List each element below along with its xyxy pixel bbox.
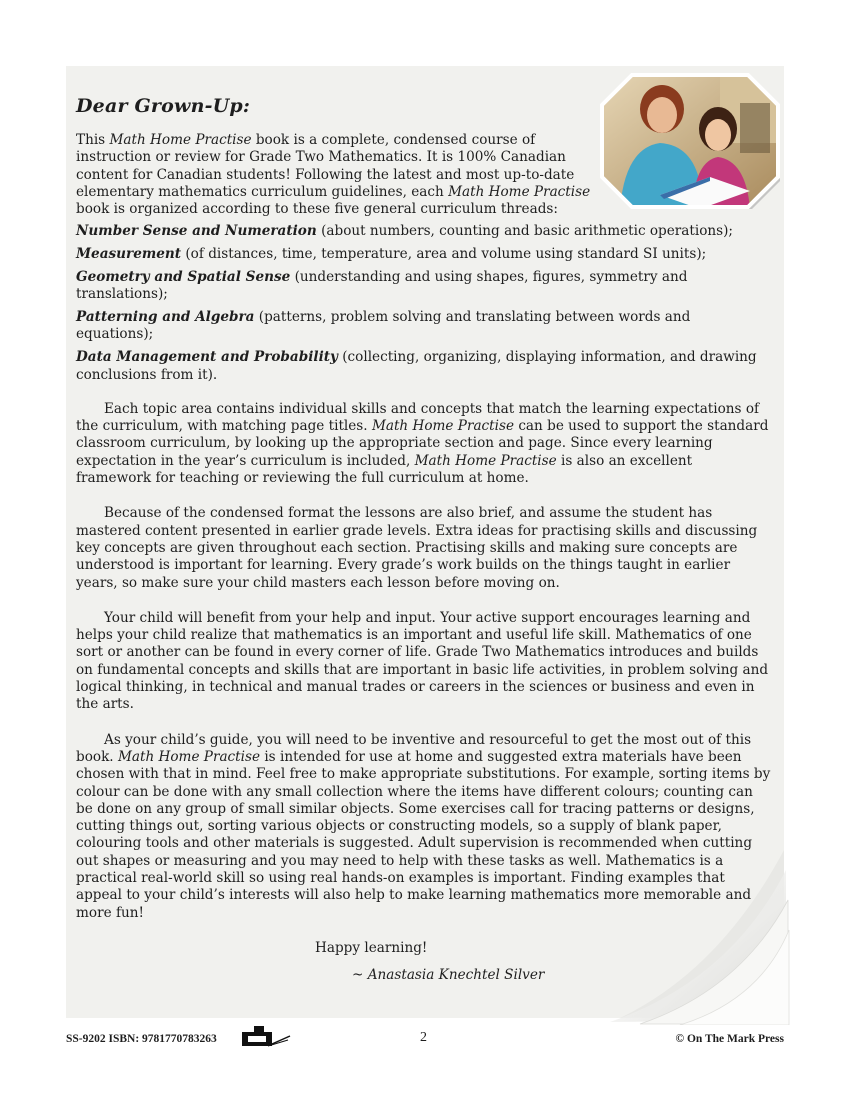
book-title: Math Home Practise bbox=[448, 183, 591, 200]
intro-text-2: book is a complete, condensed course of instruction or review for Grade Two Mathematics. It is 100% Canadian content for Canadian students! Following the latest and most up-to-date elementary mathematics curriculum guidelines, each bbox=[76, 132, 575, 200]
letter-body bbox=[76, 94, 771, 984]
page-footer bbox=[66, 1030, 784, 1050]
body-paragraph-topics bbox=[76, 401, 771, 487]
curriculum-thread bbox=[76, 223, 771, 240]
thread-name: Number Sense and Numeration bbox=[76, 223, 317, 240]
thread-name: Geometry and Spatial Sense bbox=[76, 269, 291, 286]
curriculum-thread bbox=[76, 309, 771, 344]
publisher-logo-icon bbox=[238, 1024, 292, 1050]
thread-description: (collecting, organizing, displaying information, and drawing conclusions from it). bbox=[76, 349, 757, 383]
author-signature: ~ Anastasia Knechtel Silver bbox=[352, 967, 545, 984]
letter-greeting: Dear Grown-Up: bbox=[76, 95, 251, 117]
body-paragraph-format: Because of the condensed format the lessons are also brief, and assume the student has mastered content presented in earlier grade levels. Extra ideas for practising skills and discussing key concepts are given throughout each section. Practising skills and making sure concepts are understood is important for learning. Every grade’s work builds on the things taught in earlier years, so make sure your child masters each lesson before moving on. bbox=[76, 505, 758, 591]
thread-description: (of distances, time, temperature, area and volume using standard SI units); bbox=[181, 246, 707, 263]
thread-description: (about numbers, counting and basic arithmetic operations); bbox=[316, 223, 734, 240]
body-paragraph-guide bbox=[76, 732, 771, 922]
paragraph-text: Each topic area contains individual skills and concepts that match the learning expectations of the curriculum, with matching page titles. bbox=[76, 400, 760, 435]
thread-name: Data Management and Probability bbox=[76, 349, 338, 366]
paragraph-text: is also an excellent framework for teaching or reviewing the full curriculum at home. bbox=[76, 452, 693, 487]
book-title: Math Home Practise bbox=[414, 452, 557, 469]
thread-description: (understanding and using shapes, figures, symmetry and translations); bbox=[76, 269, 688, 303]
thread-name: Patterning and Algebra bbox=[76, 309, 255, 326]
signoff bbox=[76, 940, 771, 985]
curriculum-thread bbox=[76, 349, 771, 384]
paragraph-text: can be used to support the standard classroom curriculum, by looking up the appropriate section and page. Since every learning expectation in the year’s curriculum is included, bbox=[76, 418, 769, 469]
intro-paragraph bbox=[76, 132, 596, 218]
copyright-notice: © On The Mark Press bbox=[675, 1033, 784, 1045]
book-title: Math Home Practise bbox=[371, 418, 514, 435]
book-title: Math Home Practise bbox=[117, 748, 261, 765]
closing-line: Happy learning! bbox=[315, 939, 428, 956]
thread-description: (patterns, problem solving and translating between words and equations); bbox=[76, 309, 691, 343]
product-code: SS-9202 ISBN: 9781770783263 bbox=[66, 1033, 217, 1045]
paragraph-text: As your child’s guide, you will need to be inventive and resourceful to get the most out of this book. bbox=[76, 731, 752, 765]
thread-name: Measurement bbox=[76, 246, 182, 263]
intro-text-1: This bbox=[76, 132, 110, 148]
book-title: Math Home Practise bbox=[109, 132, 252, 148]
intro-text-3: book is organized according to these five general curriculum threads: bbox=[76, 201, 558, 218]
curriculum-thread bbox=[76, 246, 771, 263]
paragraph-text: is intended for use at home and suggested extra materials have been chosen with that in mind. Feel free to make appropriate substitutions. For example, sorting items by colour can be done with any small collection where the items have different colours; counting can be done on any group of small similar objects. Some exercises call for tracing patterns or designs, cutting things out, sorting various objects or constructing models, so a supply of blank paper, colouring tools and other materials is suggested. Adult supervision is recommended when cutting out shapes or measuring and you may need to help with these tasks as well. Mathematics is a practical real-world skill so using real hands-on examples is important. Finding examples that appeal to your child’s interests will also help to make learning mathematics more memorable and more fun! bbox=[76, 748, 771, 921]
body-paragraph-support: Your child will benefit from your help and input. Your active support encourages learning and helps your child realize that mathematics is an important and useful life skill. Mathematics of one sort or another can be found in every corner of life. Grade Two Mathematics introduces and builds on fundamental concepts and skills that are important in basic life activities, in problem solving and logical thinking, in technical and manual trades or careers in the sciences or business and even in the arts. bbox=[76, 609, 769, 713]
page-number: 2 bbox=[420, 1030, 427, 1045]
curriculum-thread bbox=[76, 269, 771, 304]
